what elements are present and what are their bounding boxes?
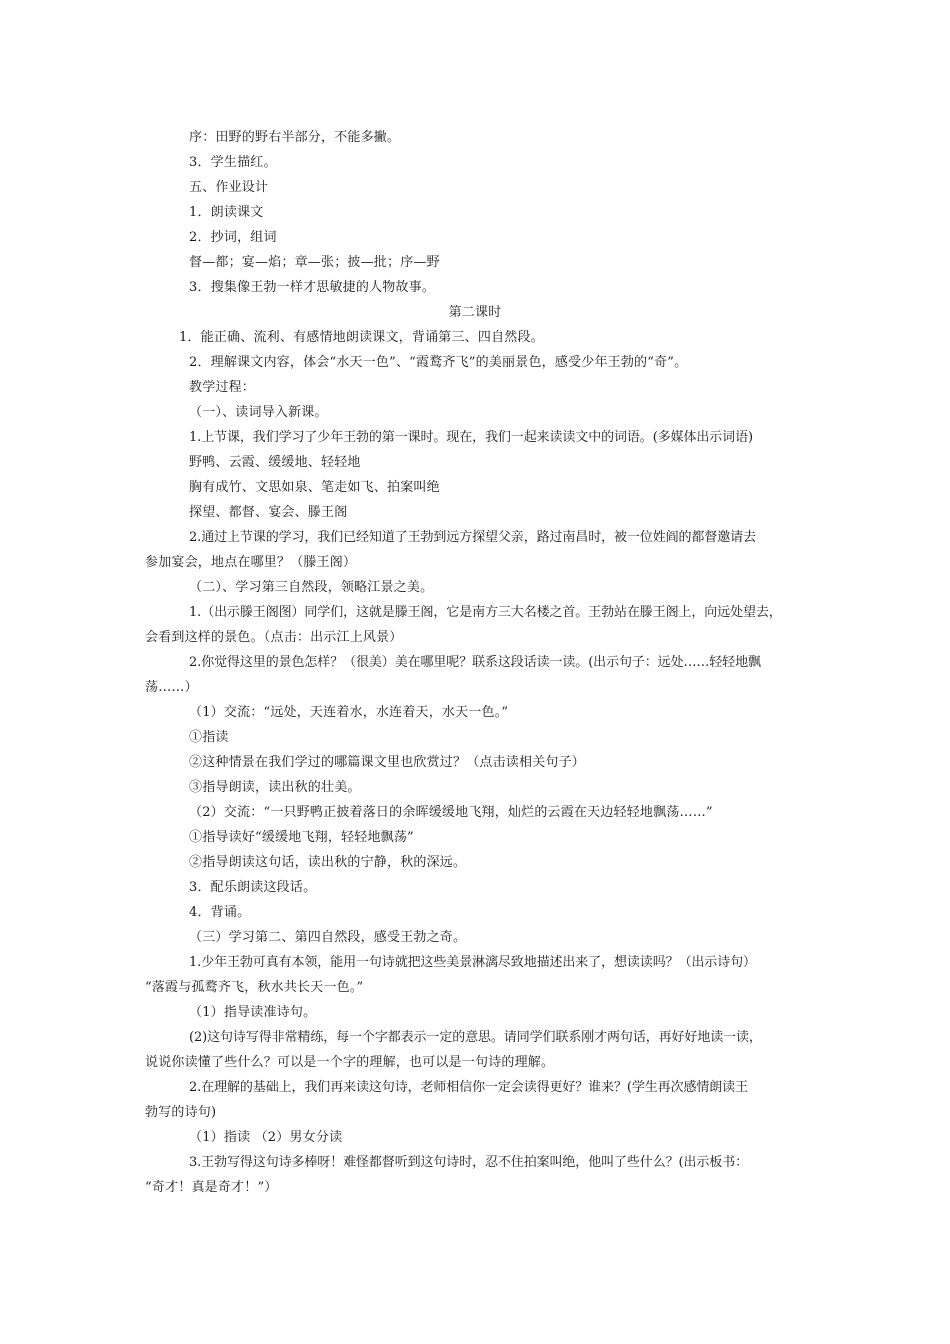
text-line: ②这种情景在我们学过的哪篇课文里也欣赏过？（点击读相关句子）	[189, 755, 586, 770]
text-line: ③指导朗读，读出秋的壮美。	[189, 780, 361, 795]
text-line: （1）交流：“远处，天连着水，水连着天，水天一色。”	[189, 705, 509, 720]
text-line: ①指导读好“缓缓地飞翔，轻轻地飘荡”	[189, 830, 414, 845]
section-heading: 五、作业设计	[189, 180, 269, 195]
text-line: 3．搜集像王勃一样才思敏捷的人物故事。	[189, 280, 436, 295]
text-line: ②指导朗读这句话，读出秋的宁静，秋的深远。	[189, 855, 467, 870]
text-line: 2.在理解的基础上，我们再来读这句诗，老师相信你一定会读得更好？谁来？(学生再次感情朗读王	[189, 1080, 748, 1095]
text-line: 1.（出示滕王阁图）同学们，这就是滕王阁，它是南方三大名楼之首。王勃站在滕王阁上，向远处望去，	[189, 605, 782, 620]
section-heading: （三）学习第二、第四自然段，感受王勃之奇。	[189, 930, 467, 945]
section-heading: （二）、学习第三自然段，领略江景之美。	[189, 580, 434, 595]
text-line: 说说你读懂了些什么？可以是一个字的理解，也可以是一句诗的理解。	[145, 1055, 555, 1070]
text-line: ①指读	[189, 730, 229, 745]
text-line: 胸有成竹、文思如泉、笔走如飞、拍案叫绝	[189, 480, 440, 495]
text-line: “奇才！真是奇才！”）	[145, 1180, 278, 1195]
text-line: 2．抄词，组词	[189, 230, 277, 245]
text-line: 序：田野的野右半部分，不能多撇。	[189, 130, 401, 145]
text-line: 1．朗读课文	[189, 205, 264, 220]
text-line: （1）指导读准诗句。	[189, 1005, 317, 1020]
text-line: 会看到这样的景色。（点击：出示江上风景）	[145, 630, 403, 645]
text-line: 1.上节课，我们学习了少年王勃的第一课时。现在，我们一起来读读文中的词语。(多媒体出示词语)	[189, 430, 753, 445]
text-line: 野鸭、云霞、缓缓地、轻轻地	[189, 455, 361, 470]
lesson-title: 第二课时	[448, 305, 502, 320]
text-line: 荡……）	[145, 680, 198, 695]
text-line: (2)这句诗写得非常精练，每一个字都表示一定的意思。请同学们联系刚才两句话，再好好地读一读，	[189, 1030, 762, 1045]
text-line: 督—都；宴—焰；章—张；披—批；序—野	[189, 255, 440, 270]
text-line: 1.少年王勃可真有本领，能用一句诗就把这些美景淋漓尽致地描述出来了，想读读吗？（出示诗句）	[189, 955, 756, 970]
text-line: 4．背诵。	[189, 905, 251, 920]
text-line: 2.你觉得这里的景色怎样？（很美）美在哪里呢？联系这段话读一读。(出示句子：远处……轻轻地飘	[189, 655, 761, 670]
text-line: 2.通过上节课的学习，我们已经知道了王勃到远方探望父亲，路过南昌时，被一位姓阎的都督邀请去	[189, 530, 756, 545]
text-line: 参加宴会，地点在哪里？（滕王阁）	[145, 555, 357, 570]
text-line: 勃写的诗句)	[145, 1105, 217, 1120]
text-line: 2．理解课文内容，体会“水天一色”、“霞鹜齐飞”的美丽景色，感受少年王勃的“奇”。	[189, 355, 688, 370]
section-heading: （一）、读词导入新课。	[189, 405, 328, 420]
text-line: 3．学生描红。	[189, 155, 277, 170]
text-line: （1）指读 （2）男女分读	[189, 1130, 343, 1145]
text-line: “落霞与孤鹜齐飞，秋水共长天一色。”	[145, 980, 364, 995]
text-line: （2）交流：“一只野鸭正披着落日的余晖缓缓地飞翔，灿烂的云霞在天边轻轻地飘荡……”	[189, 805, 713, 820]
text-line: 探望、都督、宴会、滕王阁	[189, 505, 348, 520]
text-line: 3．配乐朗读这段话。	[189, 880, 317, 895]
text-line: 3.王勃写得这句诗多棒呀！难怪都督听到这句诗时，忍不住拍案叫绝，他叫了些什么？(出示板书：	[189, 1155, 748, 1170]
text-line: 1．能正确、流利、有感情地朗读课文，背诵第三、四自然段。	[179, 330, 544, 345]
text-line: 教学过程：	[189, 380, 256, 395]
